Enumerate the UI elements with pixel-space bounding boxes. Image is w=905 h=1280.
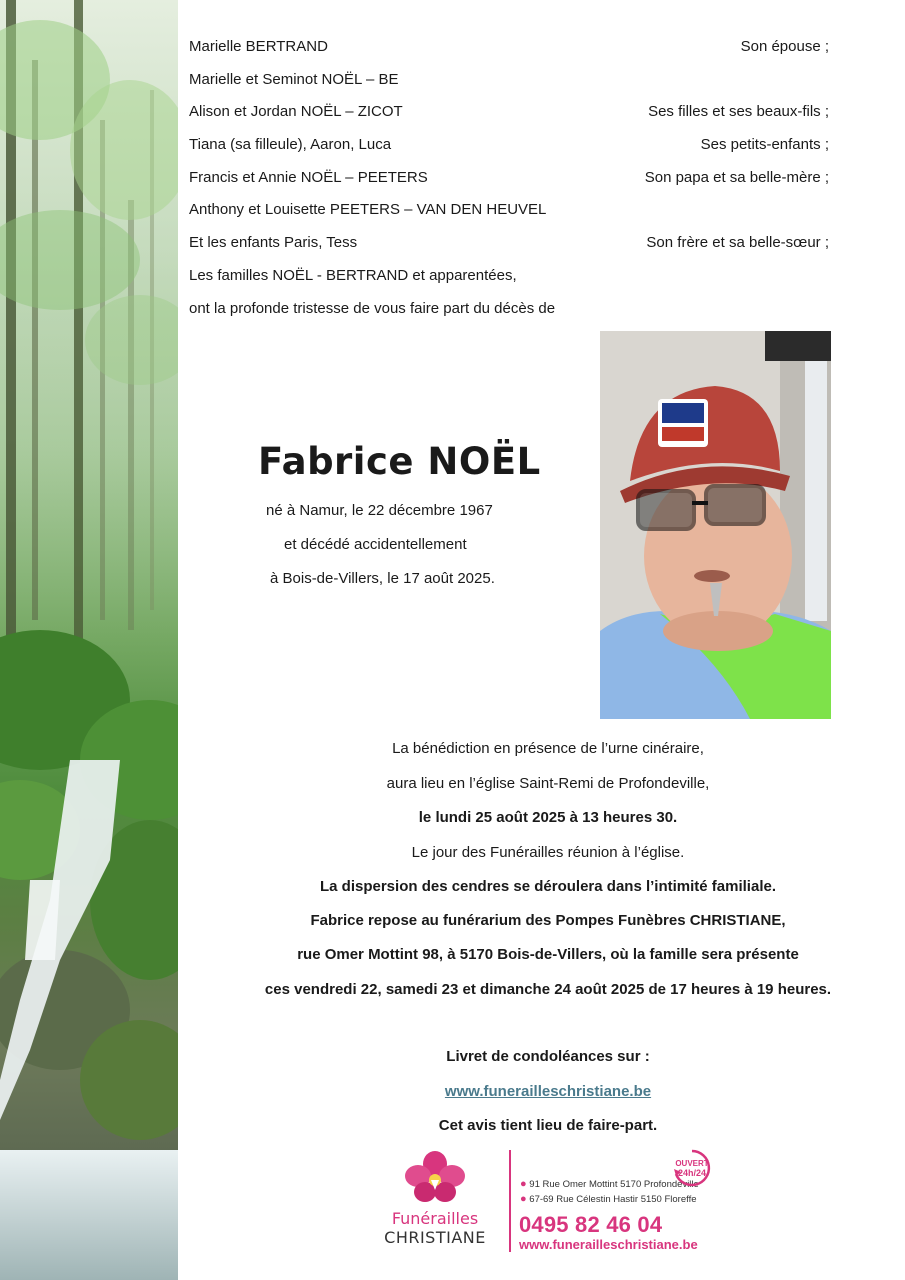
family-member: Les familles NOËL - BERTRAND et apparentées, bbox=[189, 266, 517, 284]
condolences-link[interactable]: www.funerailleschristiane.be bbox=[444, 1083, 652, 1100]
phone-number[interactable]: 0495 82 46 04 bbox=[519, 1212, 663, 1237]
family-row bbox=[189, 31, 829, 64]
family-row bbox=[189, 260, 829, 293]
ceremony-datetime: le lundi 25 août 2025 à 13 heures 30. bbox=[418, 809, 678, 826]
family-member: Francis et Annie NOËL – PEETERS bbox=[189, 168, 428, 186]
ceremony-line-5: La dispersion des cendres se déroulera dans l’intimité familiale. bbox=[320, 878, 776, 895]
family-row bbox=[189, 96, 829, 129]
condolences-url-row bbox=[200, 1083, 896, 1100]
badge-line-2: 24h/24 bbox=[677, 1168, 707, 1178]
address-2: 67-69 Rue Célestin Hastir 5150 Floreffe bbox=[529, 1194, 697, 1205]
death-line-1: et décédé accidentellement bbox=[284, 536, 467, 553]
ceremony-line-7: rue Omer Mottint 98, à 5170 Bois-de-Villers, où la famille sera présente bbox=[297, 946, 799, 963]
funeral-home-logo bbox=[380, 1150, 490, 1247]
family-list bbox=[189, 31, 829, 325]
badge-line-1: OUVERT bbox=[675, 1159, 709, 1168]
family-member: Alison et Jordan NOËL – ZICOT bbox=[189, 103, 403, 121]
brand-name-line-2: CHRISTIANE bbox=[384, 1228, 486, 1247]
family-row bbox=[189, 293, 829, 326]
footer-divider bbox=[509, 1150, 511, 1252]
ceremony-line-8: ces vendredi 22, samedi 23 et dimanche 24 août 2025 de 17 heures à 19 heures. bbox=[264, 981, 832, 998]
ceremony-line-6: Fabrice repose au funérarium des Pompes Funèbres CHRISTIANE, bbox=[310, 912, 786, 929]
family-relation: Son papa et sa belle-mère ; bbox=[644, 168, 829, 186]
ceremony-line-4: Le jour des Funérailles réunion à l’église. bbox=[411, 844, 685, 861]
map-pin-icon: ● bbox=[520, 1193, 527, 1205]
family-row bbox=[189, 227, 829, 260]
address-1: 91 Rue Omer Mottint 5170 Profondeville bbox=[529, 1179, 699, 1190]
family-row bbox=[189, 64, 829, 97]
family-relation: Ses filles et ses beaux-fils ; bbox=[648, 103, 829, 121]
map-pin-icon: ● bbox=[520, 1178, 527, 1190]
open-24h-badge-icon bbox=[670, 1148, 714, 1188]
family-row bbox=[189, 194, 829, 227]
family-member: Anthony et Louisette PEETERS – VAN DEN HEUVEL bbox=[189, 201, 547, 219]
faire-part-note: Cet avis tient lieu de faire-part. bbox=[438, 1117, 658, 1134]
death-line-2: à Bois-de-Villers, le 17 août 2025. bbox=[270, 570, 495, 587]
brand-name-line-1: Funérailles bbox=[391, 1209, 479, 1228]
family-member: Tiana (sa filleule), Aaron, Luca bbox=[189, 136, 392, 154]
family-member: Marielle BERTRAND bbox=[189, 38, 328, 55]
family-row bbox=[189, 162, 829, 195]
forest-illustration bbox=[0, 0, 178, 1280]
family-relation: Ses petits-enfants ; bbox=[700, 136, 829, 154]
family-member: ont la profonde tristesse de vous faire part du décès de bbox=[189, 299, 556, 317]
ceremony-line-1: La bénédiction en présence de l’urne cinéraire, bbox=[392, 740, 704, 757]
birth-line: né à Namur, le 22 décembre 1967 bbox=[266, 502, 493, 519]
address-2-row bbox=[520, 1193, 697, 1205]
footer-website[interactable]: www.funerailleschristiane.be bbox=[519, 1237, 698, 1252]
forest-side-image bbox=[0, 0, 178, 1280]
condolences-label: Livret de condoléances sur : bbox=[446, 1048, 650, 1065]
family-relation: Son épouse ; bbox=[740, 38, 829, 55]
family-member: Et les enfants Paris, Tess bbox=[189, 234, 358, 252]
orchid-logo-icon bbox=[405, 1150, 465, 1204]
portrait-photo bbox=[600, 331, 831, 719]
family-member: Marielle et Seminot NOËL – BE bbox=[189, 70, 399, 88]
family-row bbox=[189, 129, 829, 162]
ceremony-line-2: aura lieu en l’église Saint-Remi de Profondeville, bbox=[386, 775, 710, 792]
deceased-name: Fabrice NOËL bbox=[258, 440, 541, 483]
portrait-illustration bbox=[600, 331, 831, 719]
family-relation: Son frère et sa belle-sœur ; bbox=[646, 234, 829, 252]
